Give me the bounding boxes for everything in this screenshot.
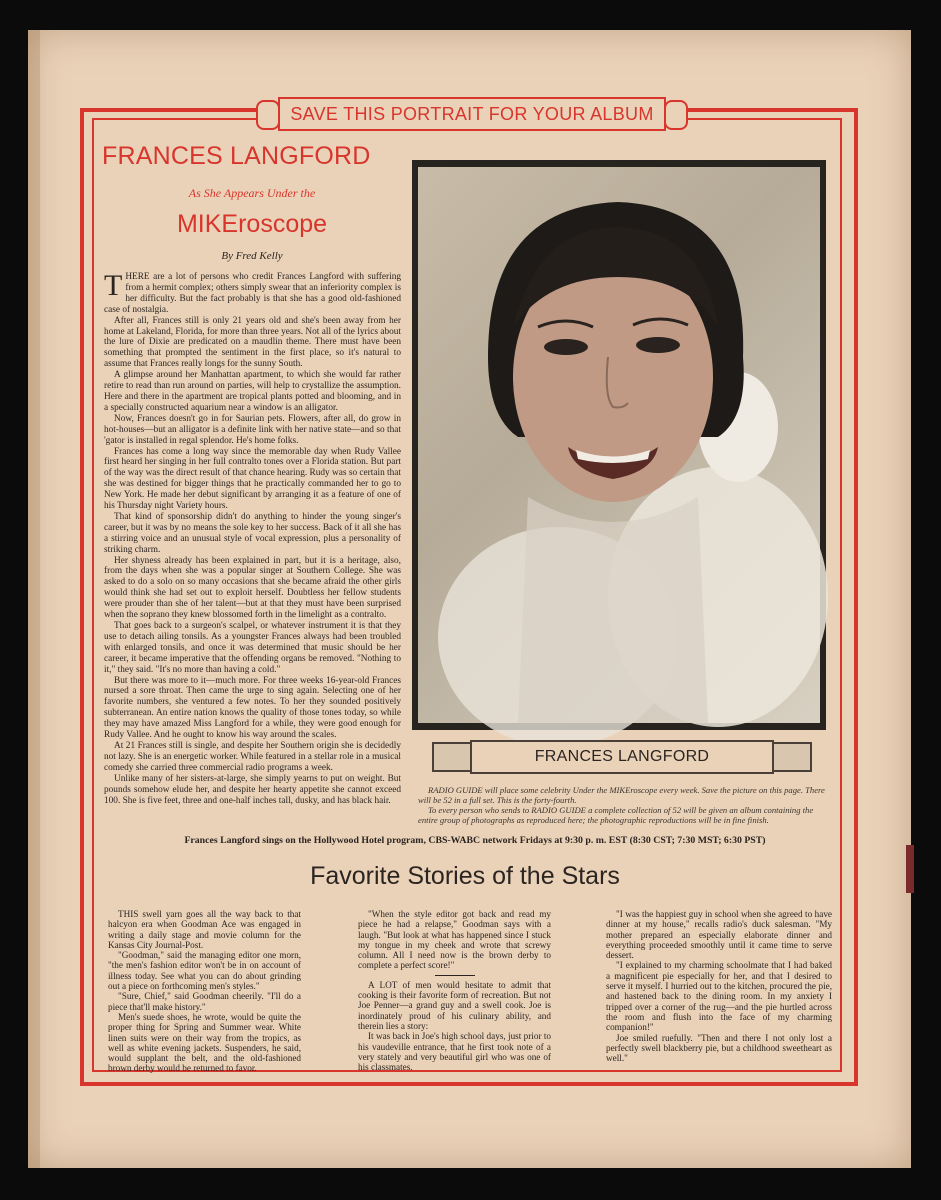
article-paragraph: HERE are a lot of persons who credit Frances Langford with suffering from a hermit complex; others simply swear that an inferiority complex is her difficulty. But the fact probably is that she has a good old-fashioned case of nostalgia. <box>104 272 401 315</box>
story-separator <box>435 975 475 976</box>
article-paragraph: That goes back to a surgeon's scalpel, or whatever instrument it is that they use to detach ailing tonsils. As a youngster Frances always had been troubled with enlarged tonsils, and once it was determined that music should be her career, it became imperative that the offending organs be removed. "Nothing to it," they said. "It's no more than having a cold." <box>104 621 401 675</box>
article-paragraph: A glimpse around her Manhattan apartment, to which she would far rather retire to read than run around on parties, will help to crystallize the assumption. Here and there in the apartment are tropical plants potted and blooming, and in a specially constructed aquarium near a window is an alligator. <box>104 370 401 413</box>
portrait-illustration <box>418 167 820 723</box>
portrait-caption: FRANCES LANGFORD <box>470 740 774 774</box>
album-banner: SAVE THIS PORTRAIT FOR YOUR ALBUM <box>278 97 666 131</box>
story-paragraph: Joe smiled ruefully. "Then and there I not only lost a perfectly swell blackberry pie, but a childhood sweetheart as well." <box>606 1032 832 1064</box>
page-edge-tab <box>906 845 914 893</box>
article-paragraph: After all, Frances still is only 21 years old and she's been away from her home at Lakeland, Florida, for more than three years. Not all of the lyrics about the lure of Dixie are predicated on a maudlin theme. There must have been something that prompted the sentiment in the first place, so it's natural to assume that Frances really longs for the sunny South. <box>104 315 401 370</box>
article-title: FRANCES LANGFORD <box>102 142 371 170</box>
stories-column-3 <box>606 909 832 1064</box>
page-spine-shadow <box>28 30 40 1168</box>
album-note <box>418 785 828 825</box>
byline: By Fred Kelly <box>221 250 283 262</box>
story-paragraph: "Sure, Chief," said Goodman cheerily. "I'll do a piece that'll make history." <box>108 991 301 1012</box>
story-paragraph: "When the style editor got back and read my piece he had a relapse," Goodman says with a laugh. "But look at what has happened since I stuck my tongue in my cheek and wrote that screwy column. All I need now is the brown derby to complete a perfect score!" <box>358 909 551 971</box>
drop-cap: T <box>104 269 123 302</box>
story-paragraph: It was back in Joe's high school days, just prior to his vaudeville entrance, that he first took note of a very stately and very beautiful girl who was one of his classmates. <box>358 1031 551 1073</box>
story-paragraph: A LOT of men would hesitate to admit that cooking is their favorite form of recreation. But not Joe Penner—a grand guy and a swell cook. Joe is inordinately proud of his culinary ability, and therein lies a story: <box>358 979 551 1031</box>
stories-title: Favorite Stories of the Stars <box>310 862 620 890</box>
program-listing: Frances Langford sings on the Hollywood Hotel program, CBS-WABC network Fridays at 9:30 p. m. EST (8:30 CST; 7:30 MST; 6:30 PST) <box>184 835 766 846</box>
article-subtitle: As She Appears Under the <box>188 186 316 200</box>
story-paragraph: Men's suede shoes, he wrote, would be quite the proper thing for Spring and Summer wear. White linen suits were on their way from the tropics, as well as white evening jackets. Suspenders, he said, would supplant the belt, and the old-fashioned brown derby would be returned to favor. <box>108 1011 301 1074</box>
banner-curl-right <box>664 100 688 130</box>
story-paragraph: "I was the happiest guy in school when she agreed to have dinner at my house," recalls radio's duck salesman. "My mother prepared an especially elaborate dinner and everything proceeded smoothly until it came time to serve dessert. <box>606 909 832 961</box>
article-paragraph: Now, Frances doesn't go in for Saurian pets. Flowers, after all, do grow in hot-houses—but an alligator is a definite link with her native state—and so that 'gator is installed in regal splendor. He's home folks. <box>104 413 401 446</box>
banner-curl-left <box>256 100 280 130</box>
note-paragraph: To every person who sends to RADIO GUIDE a complete collection of 52 will be given an album containing the entire group of photographs as reproduced here; the photographic reproductions will be in fine finish. <box>418 805 814 825</box>
series-title: MIKEroscope <box>176 210 328 238</box>
article-paragraph: But there was more to it—much more. For three weeks 16-year-old Frances nursed a sore throat. Then came the urge to sing again. Selecting one of her favorite numbers, she ventured a few notes. To her they sounded positively subterranean. An entire nation knows the quality of those tones today, so while they may have amazed Miss Langford for a while, they were good enough for Rudy Vallee. And he ought to know his way around the scales. <box>104 675 401 741</box>
story-paragraph: THIS swell yarn goes all the way back to that halcyon era when Goodman Ace was engaged in writing a daily stage and movie column for the Kansas City Journal-Post. <box>108 909 301 950</box>
story-paragraph: "Goodman," said the managing editor one morn, "the men's fashion editor won't be in on account of illness today. See what you can do about grinding out a piece on forthcoming men's styles." <box>108 950 301 992</box>
article-paragraph: Her shyness already has been explained in part, but it is a heritage, also, from the days when she was a popular singer at Southern College. She was asked to do a solo on so many occasions that she became afraid the other girls would think she had set out to exploit herself. Doubtless her fellow students were prouder than she of her talent—but at that they must have been surprised when the soprano they knew blossomed forth in the limelight as a contralto. <box>104 555 401 621</box>
article-paragraph: Unlike many of her sisters-at-large, she simply yearns to put on weight. But pounds somehow elude her, and despite her hearty appetite she cannot exceed 100. She is five feet, three and one-half inches tall, dusky, and has black hair. <box>104 773 401 806</box>
caption-ribbon-right <box>768 742 812 772</box>
article-paragraph: That kind of sponsorship didn't do anything to hinder the young singer's career, but it was by no means the sole key to her success. Back of it all she has a stirring voice and an unusual style of vocal expression, plus a personality of striking charm. <box>104 511 401 555</box>
article-paragraph: Frances has come a long way since the memorable day when Rudy Vallee first heard her singing in her full contralto tones over a Florida station. But part of the way was the direct result of that chance hearing. Rudy was so certain that she was destined for bigger things that he practically commanded her to go to New York. He made her debut significant by arranging it as a feature of one of his Thursday night Variety hours. <box>104 446 401 512</box>
stories-column-2 <box>358 909 551 1073</box>
portrait-photo <box>418 167 820 723</box>
note-paragraph: RADIO GUIDE will place some celebrity Under the MIKEroscope every week. Save the picture on this page. There will be 52 in a full set. This is the forty-fourth. <box>418 785 825 805</box>
article-paragraph: At 21 Frances still is single, and despite her Southern origin she is decidedly not lazy. She is an energetic worker. While featured in a stellar role in a musical comedy she carried three commercial radio programs a week. <box>104 740 401 773</box>
article-body <box>104 269 401 828</box>
story-paragraph: "I explained to my charming schoolmate that I had baked a magnificent pie especially for her, and that I desired to serve it myself. I hurried out to the kitchen, procured the pie, and hastened back to the dining room. In my anxiety I tripped over a corner of the rug—and the pie hurtled across the room and flush into the face of my charming companion!" <box>606 960 832 1033</box>
stories-column-1 <box>108 909 301 1074</box>
